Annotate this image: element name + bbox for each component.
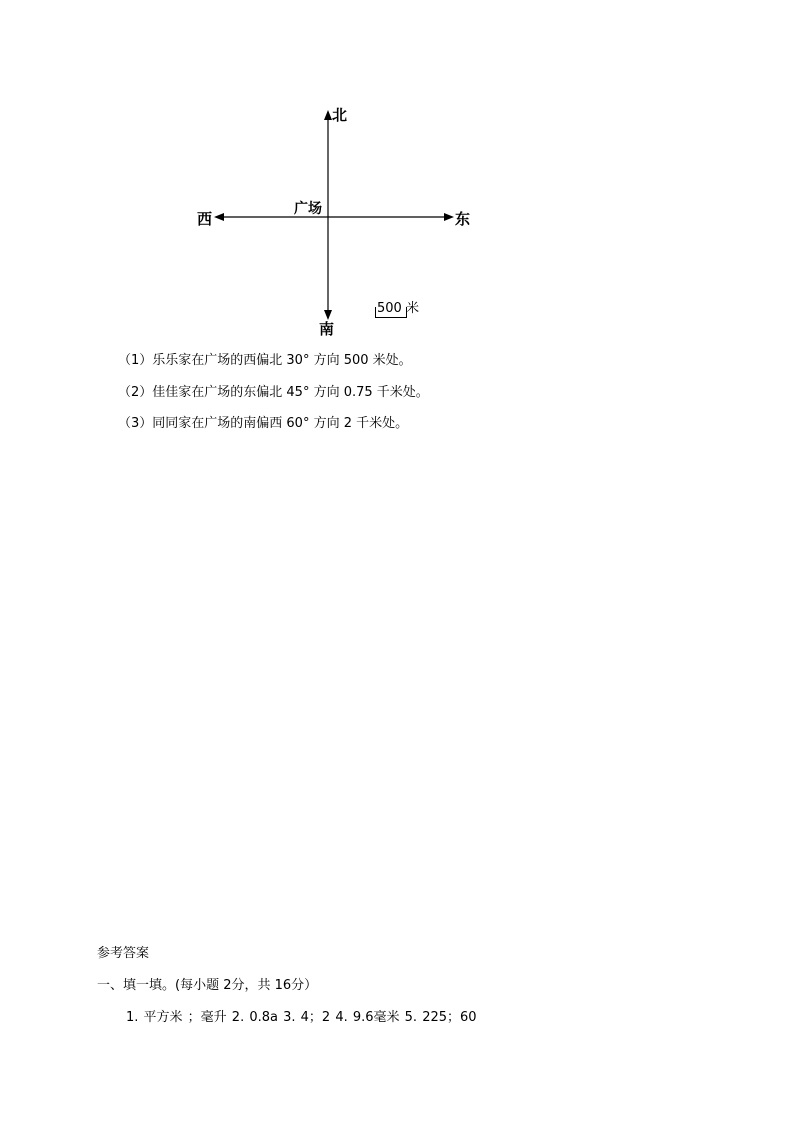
compass-axes [0,0,794,345]
question-3: （3）同同家在广场的南偏西 60° 方向 2 千米处。 [118,416,409,431]
west-arrowhead [214,213,224,221]
south-label: 南 [319,320,335,338]
question-1: （1）乐乐家在广场的西偏北 30° 方向 500 米处。 [118,353,412,368]
east-arrowhead [444,213,454,221]
answers-row: 1. 平方米 ；毫升 2. 0.8a 3. 4；2 4. 9.6毫米 5. 225；60 [126,1010,477,1025]
direction-diagram [0,0,794,345]
square-label: 广场 [294,201,322,217]
scale-label: 500 米 [377,301,419,316]
west-label: 西 [197,210,213,228]
north-label: 北 [332,106,348,124]
north-arrowhead [324,110,332,120]
question-2: （2）佳佳家在广场的东偏北 45° 方向 0.75 千米处。 [118,385,429,400]
answers-title: 参考答案 [97,946,150,961]
south-arrowhead [324,310,332,320]
east-label: 东 [455,210,471,228]
answers-section-heading: 一、填一填。(每小题 2分，共 16分） [97,978,318,993]
